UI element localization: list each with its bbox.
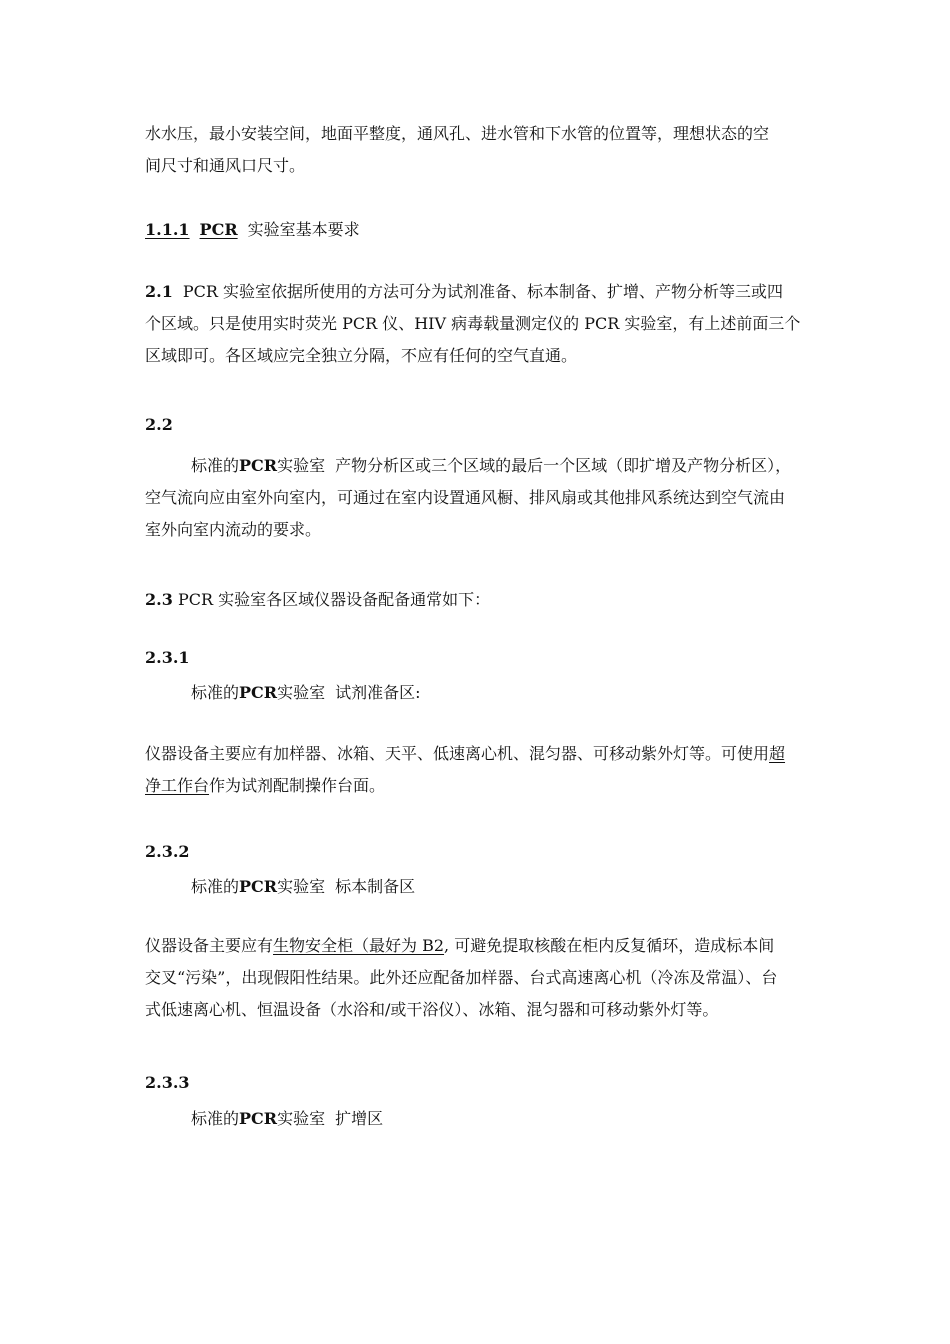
heading-title: 实验室基本要求 [247,220,360,239]
section-2-1-line-3: 区域即可。各区域应完全独立分隔，不应有任何的空气直通。 [145,346,578,365]
s22-room: 实验室 [277,456,326,475]
s232-area: 标本制备区 [335,877,416,896]
s23-number: 2.3 [145,590,173,609]
s232-room: 实验室 [277,877,326,896]
s22-lead: 标准的 [191,456,240,475]
heading-number: 1.1.1 [145,220,190,239]
heading-pcr: PCR [199,220,238,239]
s231-link-part-2[interactable]: 净工作台 [145,776,210,795]
s231-link-part-1[interactable]: 超 [769,744,786,763]
section-2-3 [145,584,810,616]
section-2-2 [145,409,810,441]
s231-room: 实验室 [277,683,326,702]
s22-line-2: 空气流向应由室外向室内，可通过在室内设置通风橱、排风扇或其他排风系统达到空气流由 [145,488,786,507]
s22-line-1-rest: 产物分析区或三个区域的最后一个区域（即扩增及产物分析区）， [335,456,792,475]
s231-line-1: 仪器设备主要应有加样器、冰箱、天平、低速离心机、混匀器、可移动紫外灯等。可使用 [145,744,770,763]
s232-link[interactable]: 生物安全柜（最好为 B2 [273,936,445,955]
s233-lead: 标准的 [191,1109,240,1128]
s22-line-3: 室外向室内流动的要求。 [145,520,322,539]
s231-line-2-rest: 作为试剂配制操作台面。 [209,776,386,795]
s233-number: 2.3.3 [145,1073,190,1092]
s232-number: 2.3.2 [145,842,190,861]
intro-line-1: 水水压，最小安装空间，地面平整度，通风孔、进水管和下水管的位置等，理想状态的空 [145,124,770,143]
section-2-3-2-body [145,930,810,1026]
s22-pcr: PCR [239,456,278,475]
section-2-2-number: 2.2 [145,415,173,434]
section-2-3-2 [145,836,810,868]
s232-line-3: 式低速离心机、恒温设备（水浴和/或干浴仪）、冰箱、混匀器和可移动紫外灯等。 [145,1000,719,1019]
section-heading-1-1-1 [145,214,810,246]
s23-text: PCR 实验室各区域仪器设备配备通常如下： [177,590,491,609]
section-2-1-line-1: PCR 实验室依据所使用的方法可分为试剂准备、标本制备、扩增、产物分析等三或四 [182,282,783,301]
section-2-1 [145,276,810,372]
section-2-3-3 [145,1067,810,1099]
s231-area: 试剂准备区: [335,683,421,702]
section-2-3-3-title [145,1103,810,1135]
intro-line-2: 间尺寸和通风口尺寸。 [145,156,306,175]
section-2-3-2-title [145,871,810,903]
s233-area: 扩增区 [335,1109,384,1128]
section-2-3-1-body [145,738,810,802]
s231-lead: 标准的 [191,683,240,702]
s232-lead: 标准的 [191,877,240,896]
s232-line-1-rest: , 可避免提取核酸在柜内反复循环，造成标本间 [444,936,775,955]
section-2-1-number: 2.1 [145,282,173,301]
s232-line-1: 仪器设备主要应有 [145,936,274,955]
s233-room: 实验室 [277,1109,326,1128]
s232-pcr: PCR [239,877,278,896]
section-2-1-line-2: 个区域。只是使用实时荧光 PCR 仪、HIV 病毒载量测定仪的 PCR 实验室，有上述前面三个 [145,314,801,333]
section-2-3-1-title [145,677,810,709]
section-2-3-1 [145,642,810,674]
s233-pcr: PCR [239,1109,278,1128]
section-2-2-body [145,450,810,546]
s231-pcr: PCR [239,683,278,702]
intro-paragraph [145,118,810,182]
s231-number: 2.3.1 [145,648,190,667]
s232-line-2: 交叉“污染”，出现假阳性结果。此外还应配备加样器、台式高速离心机（冷冻及常温）、台 [145,968,778,987]
